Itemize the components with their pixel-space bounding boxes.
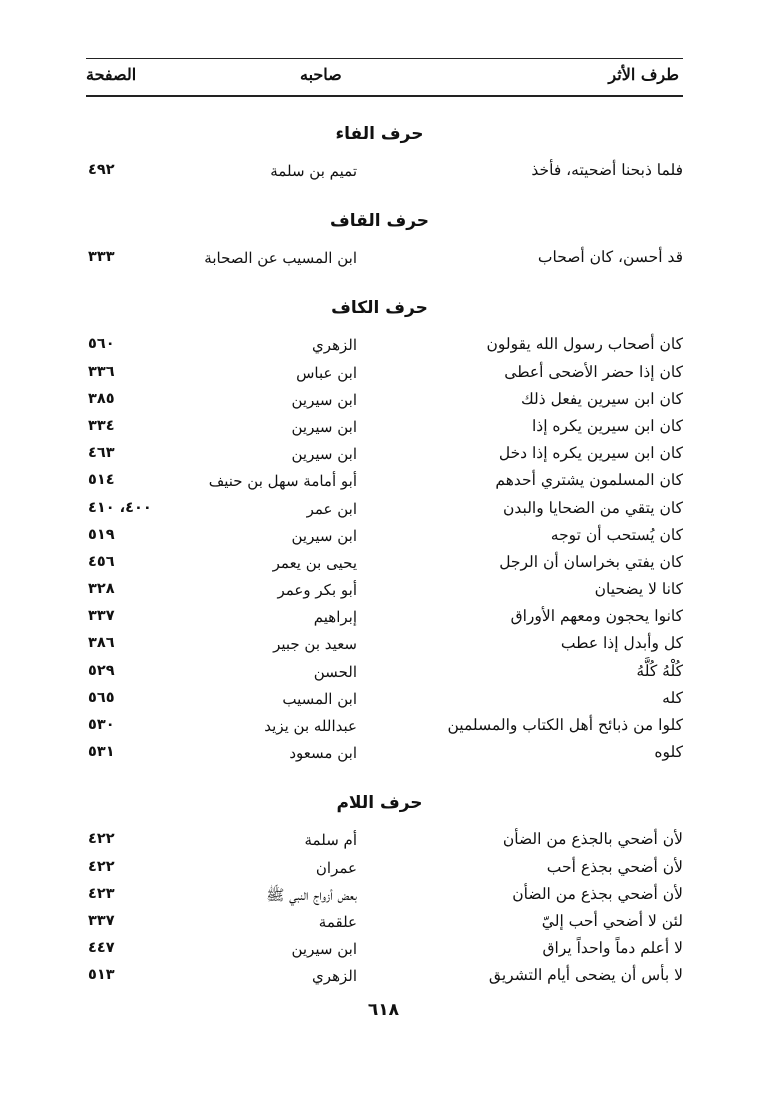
row-first-words: لأن أضحي بجذع من الضأن (512, 884, 683, 903)
row-owner: أم سلمة (304, 831, 357, 850)
row-owner: بعض أزواج النبي ﷺ (266, 885, 357, 904)
index-row (86, 910, 683, 937)
row-owner: ابن عباس (296, 363, 357, 382)
index-row (86, 660, 683, 687)
index-sections (86, 119, 683, 992)
row-owner: عبدالله بن يزيد (264, 717, 357, 735)
index-row (86, 632, 683, 659)
section-title: حرف القاف (329, 211, 430, 232)
section-title: حرف اللام (336, 793, 423, 814)
header-first-words: طرف الأثر (608, 65, 679, 84)
row-page: ٣٣٣ (88, 249, 115, 266)
row-page: ٤٢٢ (88, 858, 115, 875)
index-row (86, 687, 683, 714)
row-page: ٤٢٣ (88, 885, 115, 902)
index-row (86, 159, 683, 186)
row-owner: يحيى بن يعمر (272, 553, 357, 572)
section-title: حرف الكاف (331, 298, 428, 319)
index-row (86, 551, 683, 578)
index-row (86, 964, 683, 991)
row-page: ٤٤٧ (88, 940, 115, 957)
row-page: ٣٣٧ (88, 608, 115, 625)
row-owner: ابن سيرين (291, 445, 357, 464)
section-gap (86, 323, 683, 333)
row-first-words: كان ابن سيرين يكره إذا (531, 416, 683, 435)
row-first-words: كان يتقي من الضحايا والبدن (503, 498, 683, 517)
row-page: ٤٦٣ (88, 445, 115, 462)
row-first-words: كل وأبدل إذا عطب (560, 634, 683, 653)
row-page: ٣٨٦ (88, 635, 115, 652)
index-row (86, 415, 683, 442)
row-page: ٥١٣ (88, 967, 115, 984)
row-first-words: لأن أضحي بالجذع من الضأن (502, 830, 683, 849)
index-row (86, 828, 683, 855)
row-page: ٥٢٩ (88, 662, 115, 679)
row-first-words: كانا لا يضحيان (594, 580, 683, 599)
row-owner: سعيد بن جبير (273, 635, 357, 654)
header-owner: صاحبه (300, 65, 342, 84)
table-header (86, 58, 683, 97)
section-title: حرف الفاء (335, 124, 424, 144)
row-first-words: كلوه (654, 743, 683, 762)
row-first-words: كله (662, 688, 683, 707)
row-page: ٣٢٨ (88, 581, 115, 598)
section-gap (86, 818, 683, 828)
index-row (86, 388, 683, 415)
row-owner: ابن عمر (306, 499, 357, 518)
row-page: ٥١٤ (88, 472, 115, 489)
row-first-words: لئن لا أضحي أحب إليّ (541, 911, 683, 930)
row-page: ٤٥٦ (88, 553, 115, 570)
index-row (86, 578, 683, 605)
row-page: ٤٢٢ (88, 831, 115, 848)
section-gap (86, 149, 683, 159)
row-owner: علقمة (318, 912, 357, 931)
section-gap (86, 236, 683, 246)
row-page: ٤٠٠، ٤١٠ (88, 499, 152, 516)
row-owner: ابن المسيب (282, 689, 357, 708)
row-first-words: لا بأس أن يضحى أيام التشريق (488, 966, 683, 985)
row-page: ٥١٩ (88, 526, 115, 543)
row-first-words: كُلْهُ كُلَّهُ (636, 661, 683, 680)
row-first-words: كانوا يحجون ومعهم الأوراق (510, 607, 683, 626)
row-owner: ابن سيرين (291, 940, 357, 959)
row-first-words: قد أحسن، كان أصحاب (537, 248, 683, 267)
row-page: ٤٩٢ (88, 162, 115, 178)
row-first-words: كان يُستحب أن توجه (550, 525, 683, 544)
index-page (86, 58, 683, 992)
index-row (86, 361, 683, 388)
row-owner: ابن سيرين (291, 417, 357, 436)
index-row (86, 524, 683, 551)
row-first-words: كان أصحاب رسول الله يقولون (486, 335, 683, 354)
row-page: ٥٦٥ (88, 689, 115, 706)
row-owner: الزهري (312, 967, 357, 986)
row-owner: ابن سيرين (291, 390, 357, 409)
index-row (86, 856, 683, 883)
row-page: ٣٨٥ (88, 390, 115, 407)
row-owner: عمران (315, 858, 357, 877)
row-first-words: كلوا من ذبائح أهل الكتاب والمسلمين (447, 716, 683, 734)
row-owner: إبراهيم (313, 608, 357, 627)
index-row (86, 605, 683, 632)
row-first-words: فلما ذبحنا أضحيته، فأخذ (531, 161, 683, 179)
row-page: ٣٣٧ (88, 912, 115, 929)
index-row (86, 497, 683, 524)
row-owner: ابن سيرين (291, 526, 357, 545)
index-row (86, 741, 683, 768)
index-row (86, 714, 683, 741)
row-page: ٣٣٤ (88, 417, 115, 434)
page-number: ٦١٨ (367, 1000, 400, 1020)
row-first-words: كان ابن سيرين يكره إذا دخل (498, 444, 683, 463)
index-row (86, 937, 683, 964)
index-row (86, 469, 683, 496)
row-owner: ابن مسعود (289, 744, 357, 763)
row-owner: أبو بكر وعمر (277, 581, 357, 600)
row-owner: الزهري (312, 336, 357, 355)
index-row (86, 442, 683, 469)
index-row (86, 883, 683, 910)
row-first-words: كان ابن سيرين يفعل ذلك (520, 389, 683, 408)
row-first-words: كان يفتي بخراسان أن الرجل (499, 552, 683, 571)
row-first-words: كان إذا حضر الأضحى أعطى (504, 362, 683, 381)
row-page: ٥٦٠ (88, 336, 115, 353)
row-owner: الحسن (313, 662, 357, 681)
header-page: الصفحة (86, 65, 137, 84)
row-owner: أبو أمامة سهل بن حنيف (208, 472, 357, 491)
row-owner: ابن المسيب عن الصحابة (204, 249, 357, 268)
row-page: ٣٣٦ (88, 363, 115, 380)
row-page: ٥٣١ (88, 744, 115, 761)
row-first-words: كان المسلمون يشتري أحدهم (495, 471, 683, 490)
row-owner: تميم بن سلمة (270, 162, 357, 180)
row-page: ٥٣٠ (88, 717, 115, 733)
row-first-words: لأن أضحي بجذع أحب (546, 857, 683, 876)
index-row (86, 246, 683, 273)
row-first-words: لا أعلم دماً واحداً يراق (542, 939, 683, 958)
index-row (86, 333, 683, 360)
